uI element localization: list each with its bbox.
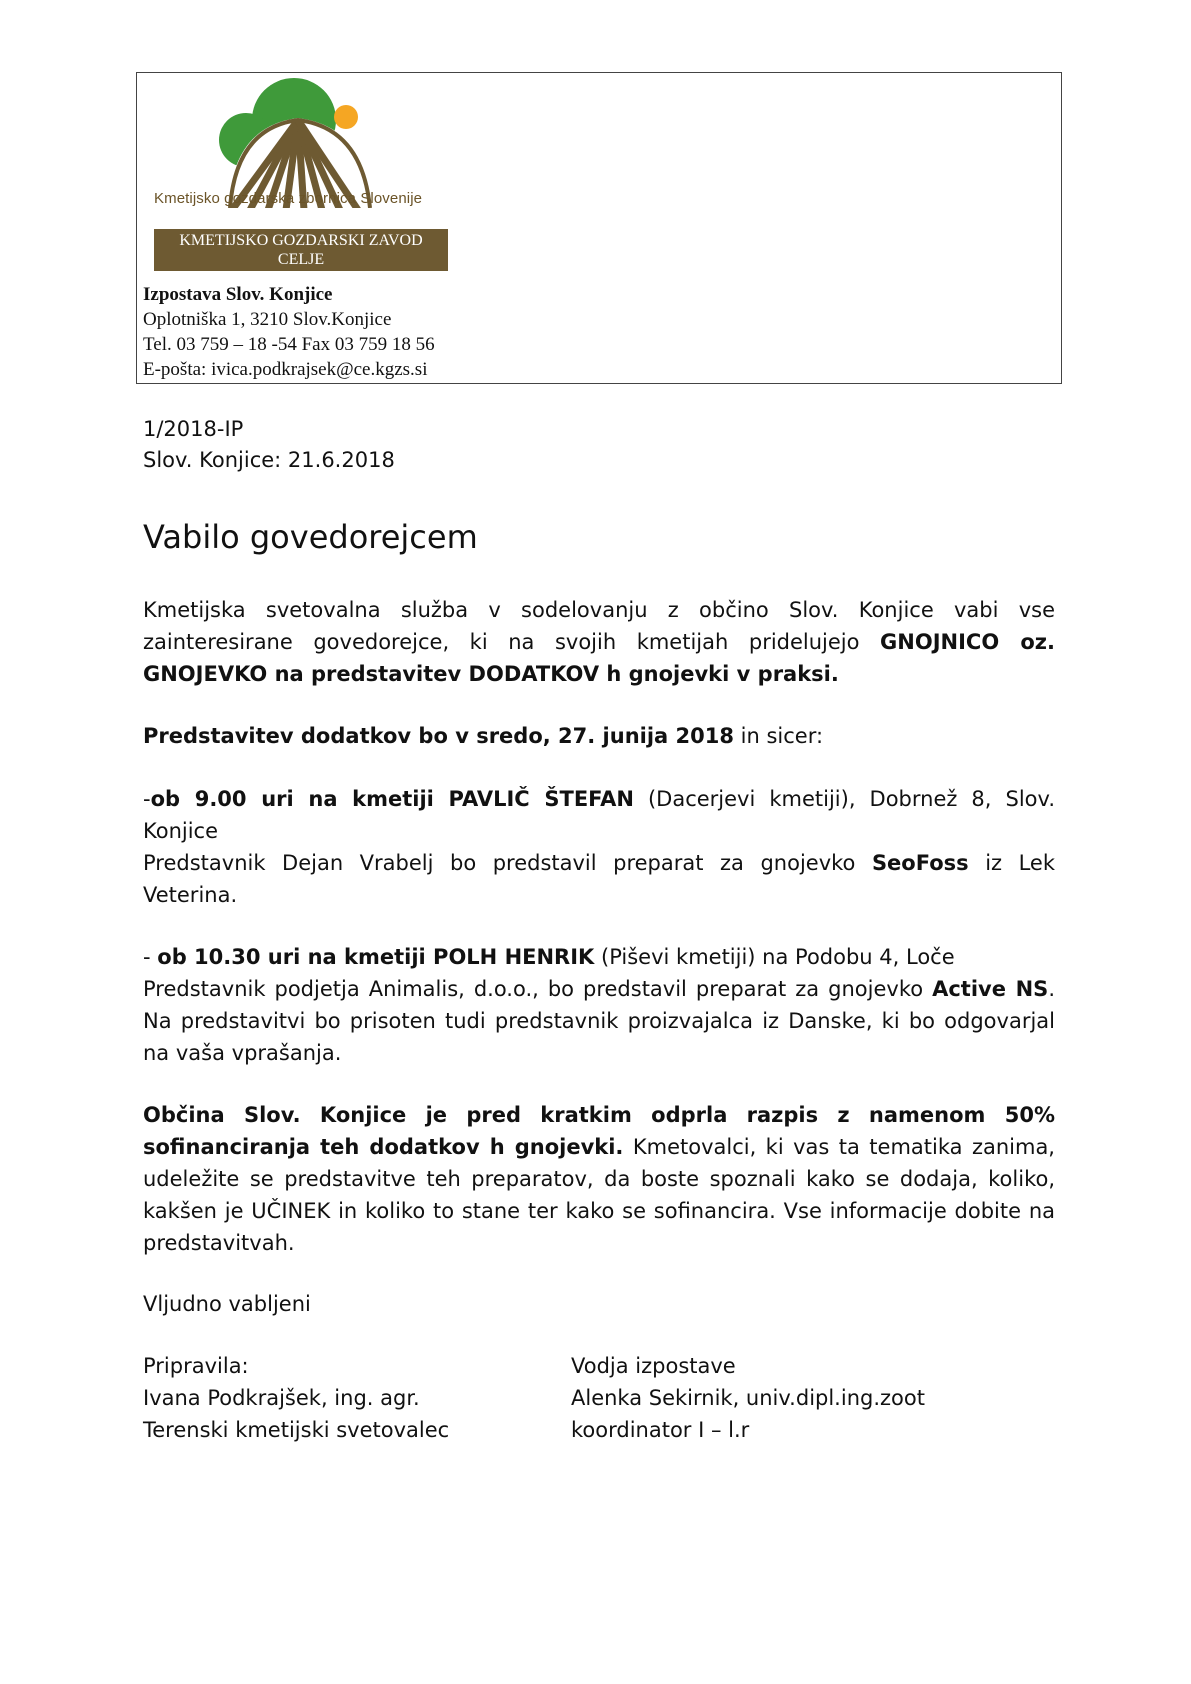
signature-right: [571, 1350, 925, 1446]
body-paragraph-event1: [143, 783, 1055, 911]
branch-email: E-pošta: ivica.podkrajsek@ce.kgzs.si: [143, 359, 428, 380]
signature-role: Terenski kmetijski svetovalec: [143, 1418, 450, 1442]
institute-banner: [154, 229, 448, 271]
kgzs-logo: [150, 78, 460, 208]
document-title: Vabilo govedorejcem: [143, 518, 478, 556]
body-paragraph-event2: [143, 941, 1055, 1069]
body-paragraph-date: [143, 720, 1055, 752]
text-run: Predstavnik podjetja Animalis, d.o.o., bo predstavil preparat za gnojevko: [143, 977, 933, 1001]
text-run: Kmetijska svetovalna služba v sodelovanju z občino Slov. Konjice vabi vse zainteresirane govedorejce, ki na svojih kmetijah pridelujejo: [143, 598, 1055, 654]
signature-label: Vodja izpostave: [571, 1354, 736, 1378]
bold-run: ob 10.30 uri na kmetiji POLH HENRIK: [157, 945, 595, 969]
text-run: Predstavnik Dejan Vrabelj bo predstavil preparat za gnojevko: [143, 851, 872, 875]
bold-run: ob 9.00 uri na kmetiji PAVLIČ ŠTEFAN: [150, 787, 634, 811]
text-run: (Dacerjevi kmetiji), Dobrnež 8, Slov. Konjice: [143, 787, 1055, 843]
closing-line: Vljudno vabljeni: [143, 1292, 311, 1316]
text-run: iz Lek Veterina.: [143, 851, 1055, 907]
branch-name: Izpostava Slov. Konjice: [143, 284, 333, 305]
branch-address: Oplotniška 1, 3210 Slov.Konjice: [143, 309, 392, 330]
text-run: (Piševi kmetiji) na Podobu 4, Loče: [594, 945, 955, 969]
branch-phone: Tel. 03 759 – 18 -54 Fax 03 759 18 56: [143, 334, 435, 355]
signature-name: Alenka Sekirnik, univ.dipl.ing.zoot: [571, 1386, 925, 1410]
body-paragraph-funding: [143, 1099, 1055, 1259]
signature-name: Ivana Podkrajšek, ing. agr.: [143, 1386, 420, 1410]
signature-left: [143, 1350, 449, 1446]
bold-run: Predstavitev dodatkov bo v sredo, 27. junija 2018: [143, 724, 734, 748]
signature-role: koordinator I – l.r: [571, 1418, 750, 1442]
reference-number: 1/2018-IP: [143, 417, 244, 441]
bold-run: GNOJNICO oz. GNOJEVKO na predstavitev DODATKOV h gnojevki v praksi.: [143, 630, 1055, 686]
text-run: -: [143, 787, 151, 811]
signature-label: Pripravila:: [143, 1354, 249, 1378]
bold-run: Active NS: [932, 977, 1049, 1001]
text-run: Kmetovalci, ki vas ta tematika zanima, udeležite se predstavitve teh preparatov, da boste spoznali kako se dodaja, koliko, kakšen je UČINEK in koliko to stane ter kako se sofinancira. Vse informacije dobite na predstavitvah.: [143, 1135, 1055, 1255]
institute-line1: KMETIJSKO GOZDARSKI ZAVOD: [179, 232, 423, 249]
institute-line2: CELJE: [277, 251, 325, 268]
text-run: -: [143, 945, 158, 969]
bold-run: SeoFoss: [871, 851, 969, 875]
text-run: in sicer:: [733, 724, 824, 748]
text-run: . Na predstavitvi bo prisoten tudi predstavnik proizvajalca iz Danske, ki bo odgovarjal na vaša vprašanja.: [143, 977, 1055, 1065]
bold-run: Občina Slov. Konjice je pred kratkim odprla razpis z namenom 50% sofinanciranja teh dodatkov h gnojevki.: [143, 1103, 1055, 1159]
org-name: Kmetijsko gozdarska zbornica Slovenije: [154, 190, 423, 207]
body-paragraph-intro: [143, 594, 1055, 690]
place-date: Slov. Konjice: 21.6.2018: [143, 448, 395, 472]
